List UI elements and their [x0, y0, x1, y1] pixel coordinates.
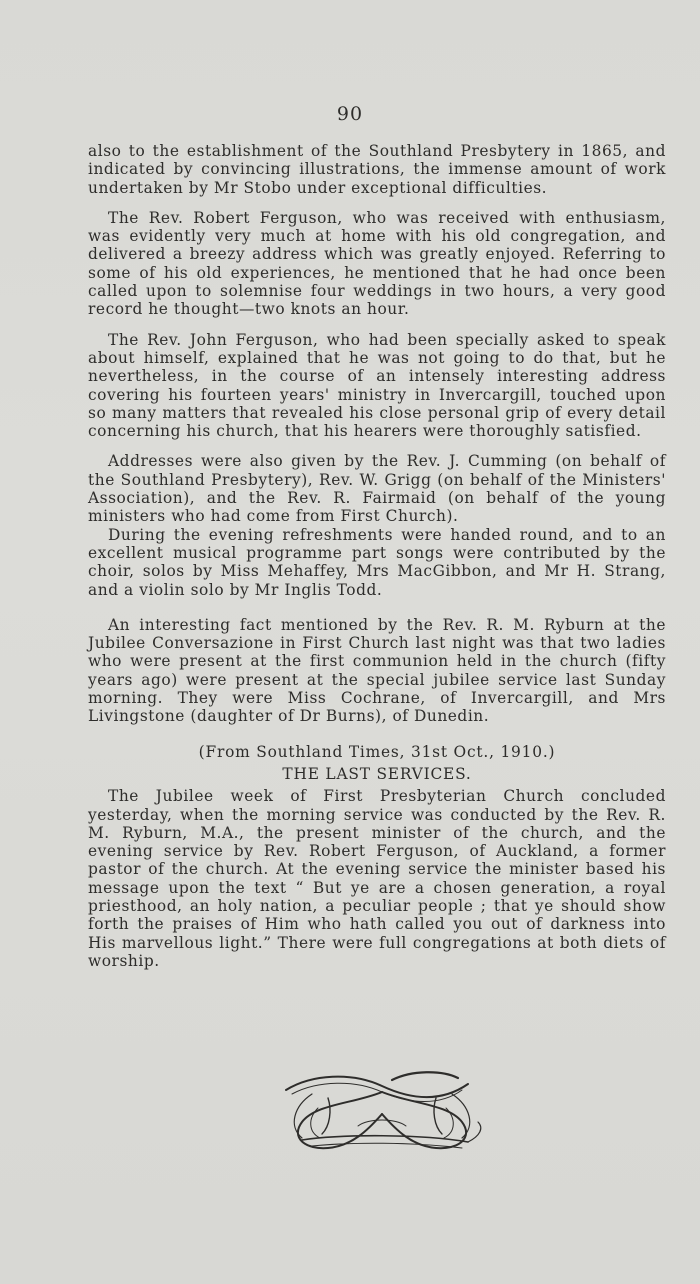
paragraph-last-services: The Jubilee week of First Presbyterian Church concluded yesterday, when the morning service was conducted by the Rev. R. M. Ryburn, M.A., the present minister of the church, and the evening service by Rev. Robert Ferguson, of Auckland, a former pastor of the church. At the evening service the minister based his message upon the text “ But ye are a chosen generation, a royal priesthood, an holy nation, a peculiar people ; that ye should show forth the praises of Him who hath called you out of darkness into His marvellous light.” There were full congregations at both diets of worship.: [88, 787, 666, 970]
source-line: (From Southland Times, 31st Oct., 1910.): [198, 742, 556, 761]
section-heading: THE LAST SERVICES.: [282, 764, 472, 783]
paragraph-addresses: Addresses were also given by the Rev. J. Cumming (on behalf of the Southland Presbytery), Rev. W. Grigg (on behalf of the Ministers' Association), and the Rev. R. Fairmaid (on behalf of the young ministers who had come from First Church).: [88, 452, 666, 526]
article-body: [88, 142, 666, 970]
paragraph-robert-ferguson: The Rev. Robert Ferguson, who was received with enthusiasm, was evidently very much at home with his old congregation, and delivered a breezy address which was greatly enjoyed. Referring to some of his old experiences, he mentioned that he had once been called upon to solemnise four weddings in two hours, a very good record he thought—two knots an hour.: [88, 208, 666, 319]
ornamental-flourish-icon: [272, 1064, 492, 1160]
paragraph-refreshments: During the evening refreshments were handed round, and to an excellent musical programme part songs were contributed by the choir, solos by Miss Mehaffey, Mrs MacGibbon, and Mr H. Strang, and a violin solo by Mr Inglis Todd.: [88, 525, 666, 599]
paragraph-interesting-fact: An interesting fact mentioned by the Rev. R. M. Ryburn at the Jubilee Conversazione in First Church last night was that two ladies who were present at the first communion held in the church (fifty years ago) were present at the special jubilee service last Sunday morning. They were Miss Cochrane, of Invercargill, and Mrs Livingstone (daughter of Dr Burns), of Dunedin.: [88, 615, 666, 726]
paragraph-john-ferguson: The Rev. John Ferguson, who had been specially asked to speak about himself, explained that he was not going to do that, but he nevertheless, in the course of an intensely interesting address covering his fourteen years' ministry in Invercargill, touched upon so many matters that revealed his close personal grip of every detail concerning his church, that his hearers were thoroughly satisfied.: [88, 330, 666, 441]
page-number: 90: [336, 103, 364, 125]
paragraph-stobo: also to the establishment of the Southland Presbytery in 1865, and indicated by convincing illustrations, the immense amount of work undertaken by Mr Stobo under exceptional difficulties.: [88, 142, 666, 197]
